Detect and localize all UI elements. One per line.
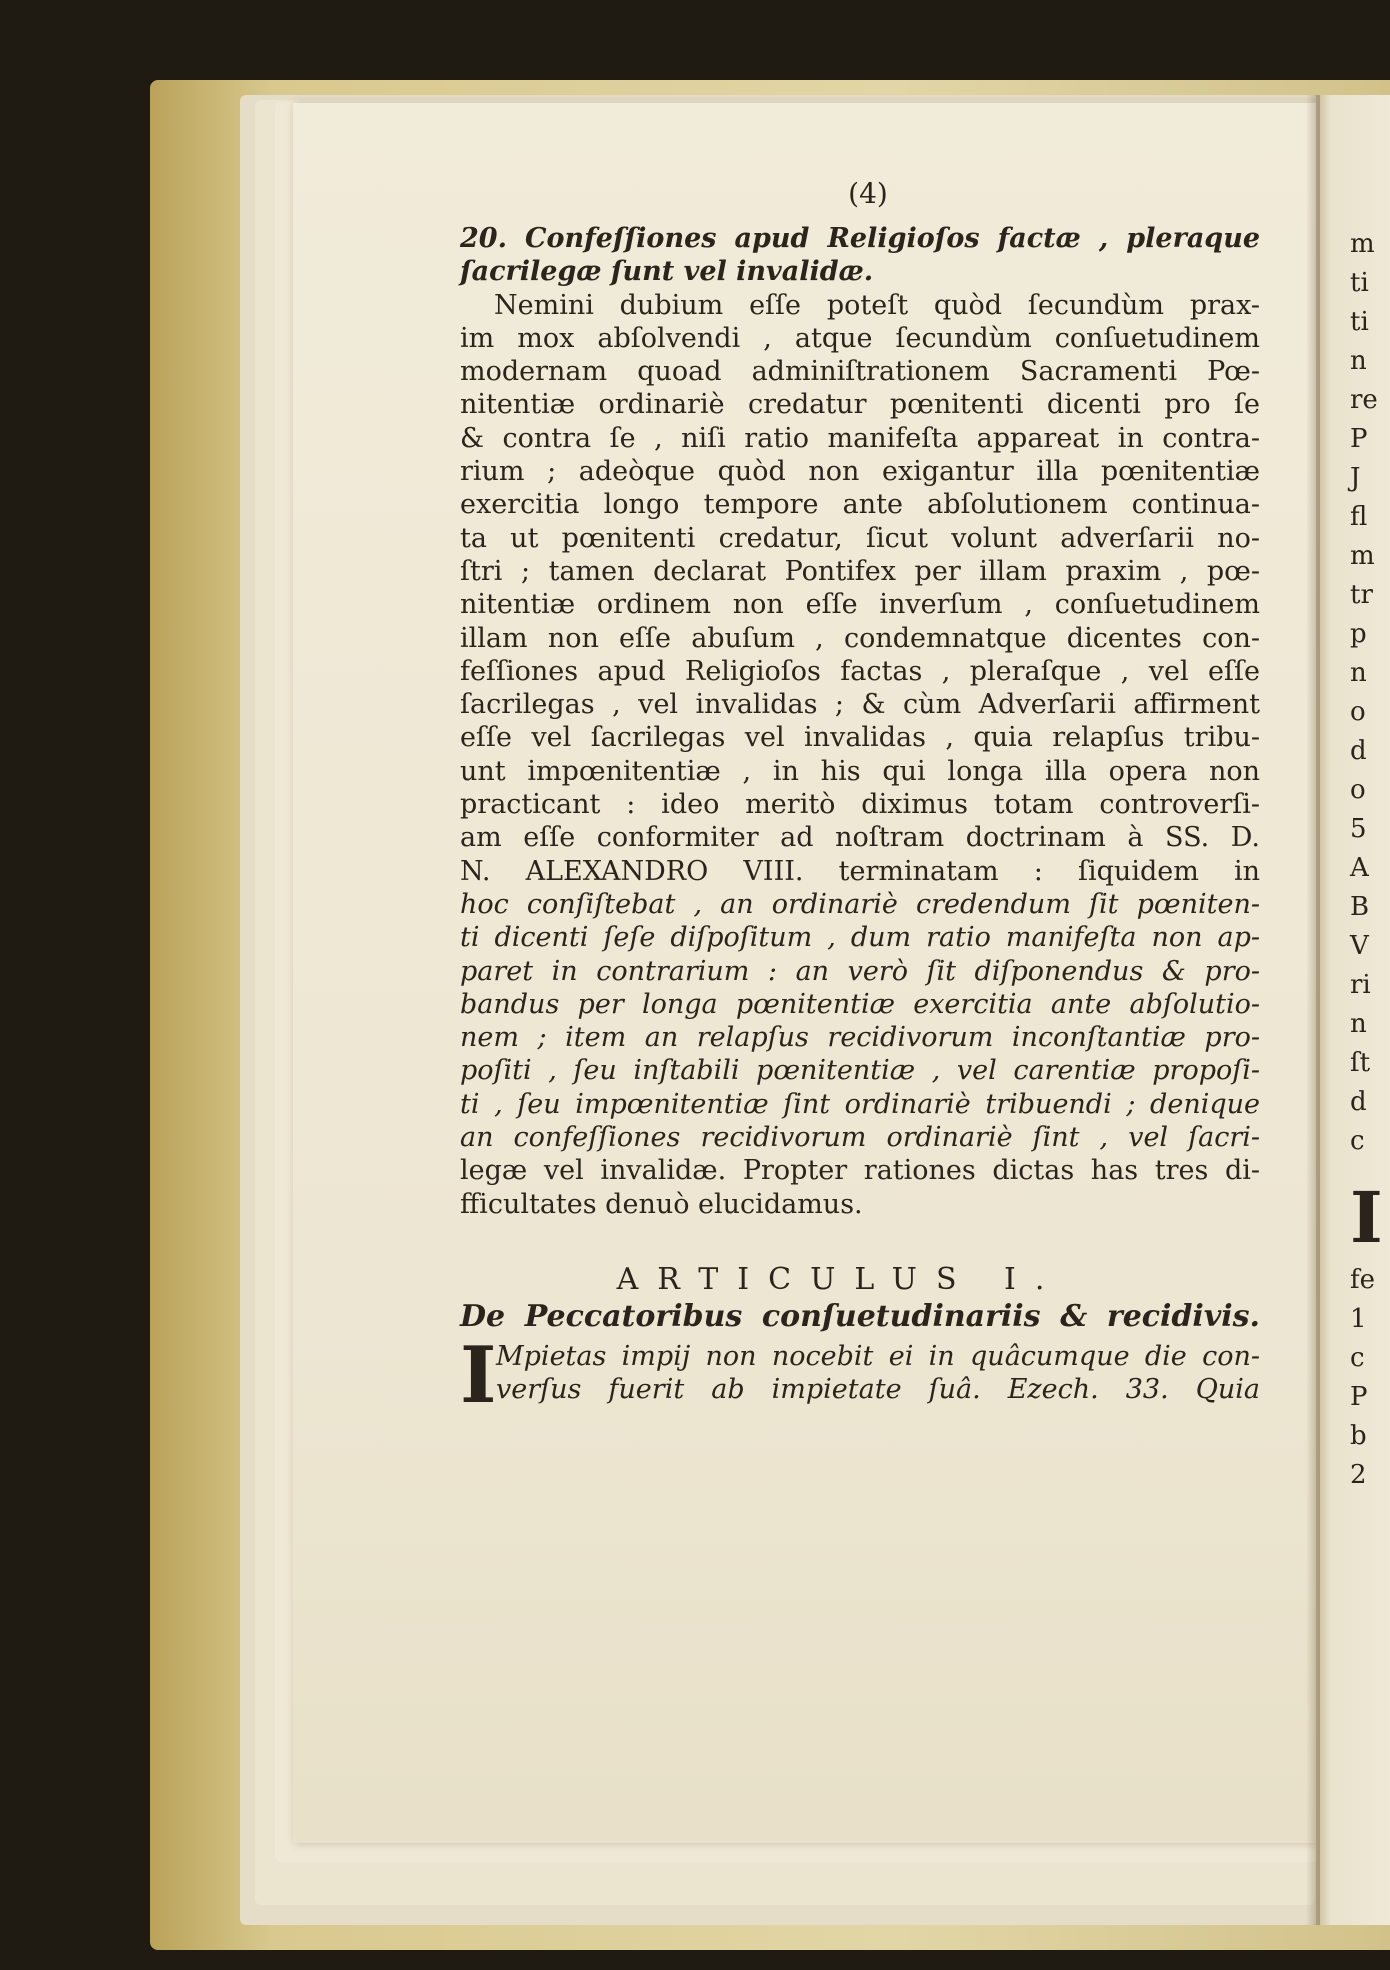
margin-fragment: B bbox=[1350, 892, 1370, 922]
margin-fragment: p bbox=[1350, 619, 1367, 649]
margin-fragment: c bbox=[1350, 1343, 1365, 1373]
body-line: bandus per longa pœnitentiæ exercitia ante abſolutio- bbox=[460, 988, 1260, 1020]
margin-fragment: m bbox=[1350, 541, 1375, 571]
margin-fragment: re bbox=[1350, 385, 1378, 415]
margin-fragment: P bbox=[1350, 1382, 1368, 1412]
margin-fragment: n bbox=[1350, 1009, 1367, 1039]
article-title: ARTICULUS I. bbox=[616, 1261, 1064, 1297]
body-line: nem ; item an relapſus recidivorum inconſtantiæ pro- bbox=[460, 1022, 1260, 1054]
margin-fragment: ſt bbox=[1350, 1048, 1371, 1078]
body-line: nitentiæ ordinariè credatur pœnitenti dicenti pro ſe bbox=[460, 389, 1260, 421]
body-line: fficultates denuò elucidamus. bbox=[460, 1188, 863, 1220]
margin-fragment: o bbox=[1350, 775, 1366, 805]
margin-fragment: c bbox=[1350, 1126, 1365, 1156]
margin-fragment: tr bbox=[1350, 580, 1373, 610]
body-line: ſtri ; tamen declarat Pontifex per illam praxim , pœ- bbox=[460, 555, 1260, 587]
body-paragraph bbox=[460, 289, 1260, 1221]
drop-cap: I bbox=[460, 1329, 497, 1421]
body-line: feſſiones apud Religioſos factas , pleraſque , vel eſſe bbox=[460, 655, 1260, 687]
body-line: am eſſe conformiter ad noſtram doctrinam à SS. D. bbox=[460, 822, 1260, 854]
margin-fragment: 1 bbox=[1350, 1304, 1367, 1334]
quote-line: verſus fuerit ab impietate ſuâ. Ezech. 33. Quia bbox=[496, 1373, 1260, 1405]
margin-fragment: 2 bbox=[1350, 1460, 1367, 1490]
margin-fragment: P bbox=[1350, 424, 1368, 454]
margin-fragment: V bbox=[1350, 931, 1369, 961]
body-line: an confeſſiones recidivorum ordinariè ſint , vel ſacri- bbox=[460, 1122, 1260, 1154]
margin-fragment: fl bbox=[1350, 502, 1368, 532]
section-heading-line-1: 20. Confeſſiones apud Religioſos factæ , pleraque bbox=[460, 223, 1260, 254]
margin-fragment: ti bbox=[1350, 268, 1369, 298]
margin-fragment: ti bbox=[1350, 307, 1369, 337]
margin-fragment: J bbox=[1350, 463, 1361, 493]
gutter-shadow bbox=[1306, 95, 1320, 1925]
body-line: paret in contrarium : an verò ſit diſponendus & pro- bbox=[460, 955, 1260, 987]
body-line: unt impœnitentiæ , in his qui longa illa opera non bbox=[460, 755, 1260, 787]
margin-fragment: 5 bbox=[1350, 814, 1367, 844]
margin-fragment: m bbox=[1350, 229, 1375, 259]
body-line: im mox abſolvendi , atque ſecundùm conſuetudinem bbox=[460, 322, 1260, 354]
quote-block bbox=[460, 1329, 1260, 1421]
article-subtitle: De Peccatoribus conſuetudinariis & recidivis. bbox=[460, 1299, 1260, 1335]
body-line: practicant : ideo meritò diximus totam controverſi- bbox=[460, 789, 1260, 821]
body-line: legæ vel invalidæ. Propter rationes dictas has tres di- bbox=[460, 1155, 1260, 1187]
margin-fragment: I bbox=[1350, 1176, 1383, 1259]
body-line: hoc conſiſtebat , an ordinariè credendum ſit pœniten- bbox=[460, 888, 1260, 920]
body-line: poſiti , ſeu inſtabili pœnitentiæ , vel carentiæ propoſi- bbox=[460, 1055, 1260, 1087]
body-line: modernam quoad adminiſtrationem Sacramenti Pœ- bbox=[460, 356, 1260, 388]
margin-fragment: fe bbox=[1350, 1265, 1376, 1295]
margin-fragment: d bbox=[1350, 1087, 1367, 1117]
next-page-margin-text bbox=[1350, 225, 1390, 1495]
body-line: & contra ſe , niſi ratio manifeſta appareat in contra- bbox=[460, 422, 1260, 454]
margin-fragment: A bbox=[1350, 853, 1369, 883]
margin-fragment: ri bbox=[1350, 970, 1371, 1000]
body-line: ti dicenti ſeſe diſpoſitum , dum ratio manifeſta non ap- bbox=[460, 922, 1260, 954]
body-line: ti , ſeu impœnitentiæ ſint ordinariè tribuendi ; denique bbox=[460, 1088, 1260, 1120]
section-heading-line-2: ſacrilegæ ſunt vel invalidæ. bbox=[460, 256, 874, 288]
page-number: (4) bbox=[848, 177, 888, 210]
body-line: eſſe vel ſacrilegas vel invalidas , quia relapſus tribu- bbox=[460, 722, 1260, 754]
page-text bbox=[460, 177, 1260, 1421]
body-line: rium ; adeòque quòd non exigantur illa pœnitentiæ bbox=[460, 456, 1260, 488]
margin-fragment: d bbox=[1350, 736, 1367, 766]
body-line: Nemini dubium eſſe poteſt quòd ſecundùm prax- bbox=[494, 289, 1260, 321]
margin-fragment: n bbox=[1350, 346, 1367, 376]
body-line: N. ALEXANDRO VIII. terminatam : ſiquidem in bbox=[460, 855, 1260, 887]
quote-line: Mpietas impij non nocebit ei in quâcumque die con- bbox=[496, 1340, 1260, 1372]
margin-fragment: b bbox=[1350, 1421, 1367, 1451]
body-line: exercitia longo tempore ante abſolutionem continua- bbox=[460, 489, 1260, 521]
body-line: nitentiæ ordinem non eſſe inverſum , conſuetudinem bbox=[460, 589, 1260, 621]
margin-fragment: n bbox=[1350, 658, 1367, 688]
margin-fragment: o bbox=[1350, 697, 1366, 727]
body-line: ta ut pœnitenti credatur, ſicut volunt adverſarii no- bbox=[460, 522, 1260, 554]
body-line: illam non eſſe abuſum , condemnatque dicentes con- bbox=[460, 622, 1260, 654]
body-line: ſacrilegas , vel invalidas ; & cùm Adverſarii affirment bbox=[460, 689, 1260, 721]
